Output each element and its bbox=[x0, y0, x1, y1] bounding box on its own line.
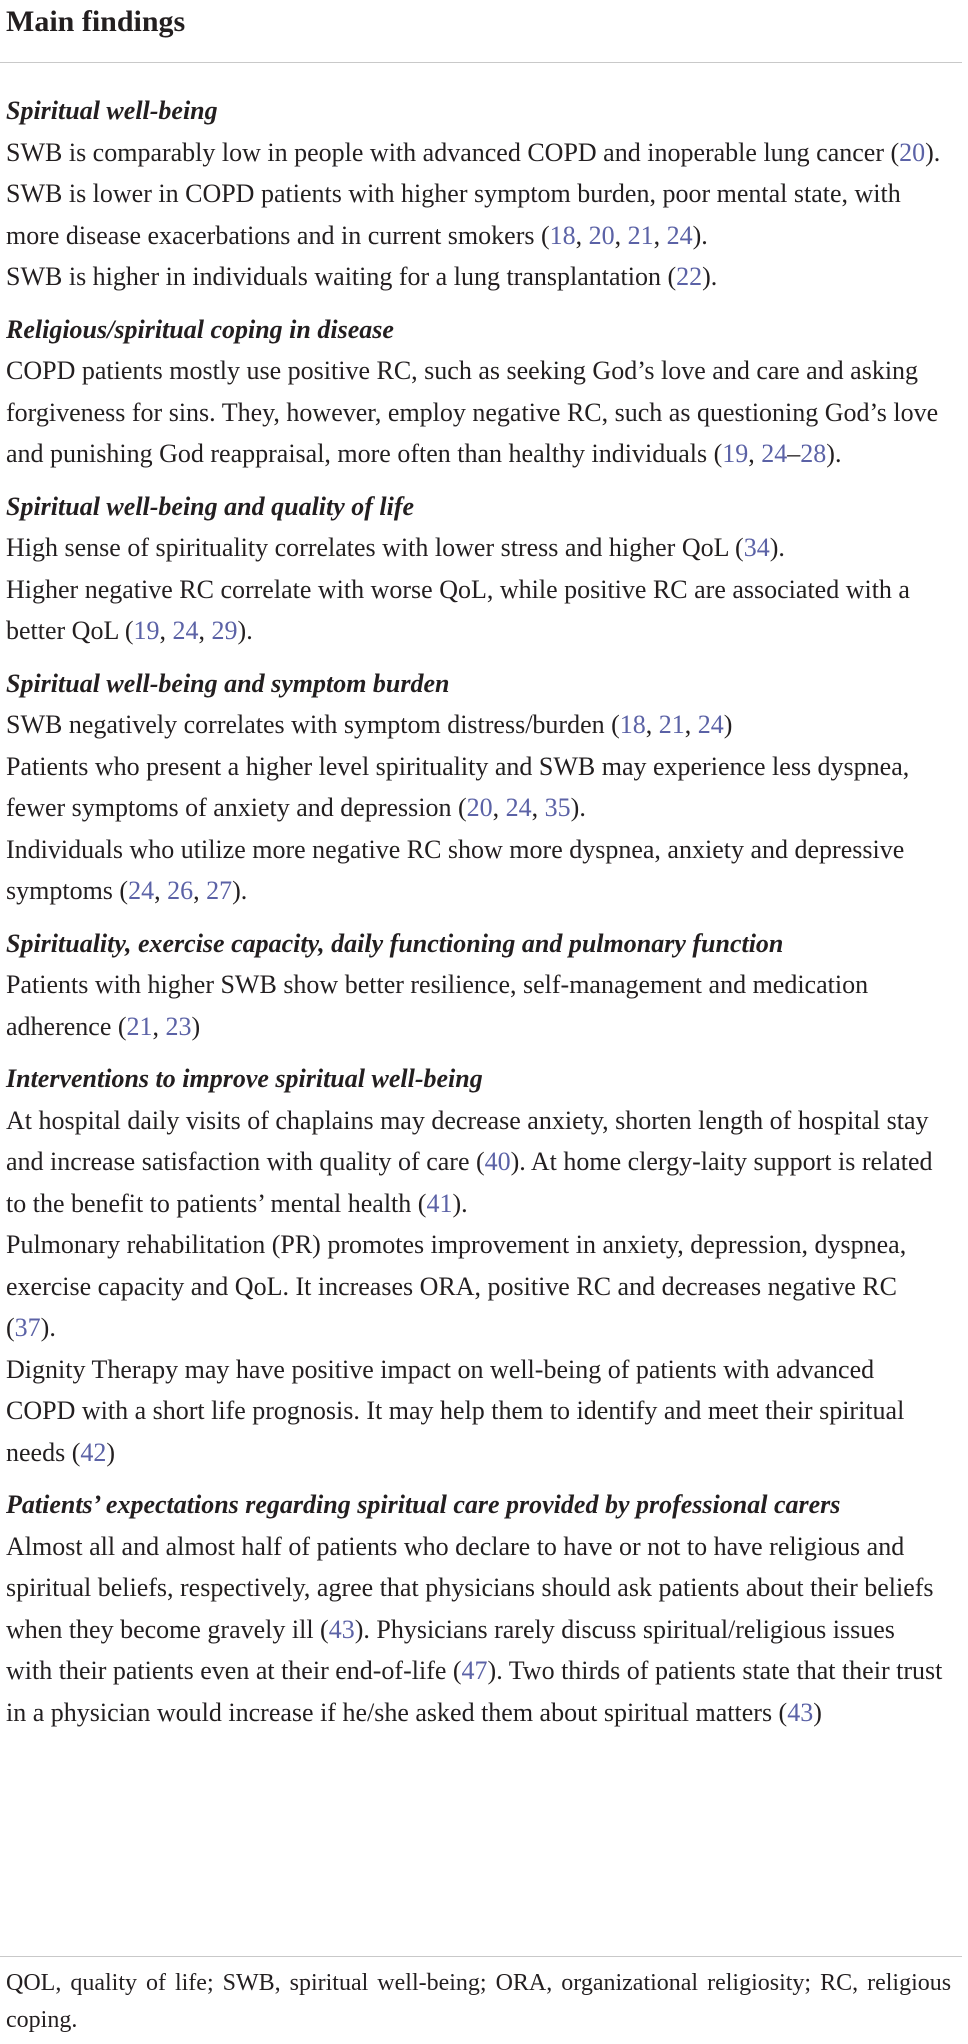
finding-item bbox=[6, 173, 946, 256]
finding-text: – bbox=[787, 439, 801, 468]
section-title: Spirituality, exercise capacity, daily functioning and pulmonary function bbox=[6, 928, 784, 958]
reference-link[interactable]: 19 bbox=[133, 616, 160, 645]
reference-link[interactable]: 18 bbox=[619, 710, 646, 739]
finding-text: ). bbox=[570, 793, 586, 822]
reference-link[interactable]: 18 bbox=[549, 220, 576, 250]
reference-link[interactable]: 20 bbox=[588, 220, 615, 250]
reference-link[interactable]: 20 bbox=[899, 137, 926, 167]
reference-link[interactable]: 41 bbox=[426, 1188, 453, 1218]
reference-link[interactable]: 24 bbox=[128, 876, 155, 905]
finding-text: ). At home clergy-laity support is related to the benefit to patients’ mental health ( bbox=[6, 1147, 933, 1218]
reference-link[interactable]: 43 bbox=[787, 1697, 814, 1727]
reference-link[interactable]: 27 bbox=[206, 876, 233, 905]
finding-text: ). bbox=[692, 220, 708, 250]
finding-text: ) bbox=[191, 1011, 201, 1041]
reference-link[interactable]: 24 bbox=[666, 220, 693, 250]
section-title: Patients’ expectations regarding spiritual care provided by professional carers bbox=[6, 1490, 841, 1519]
section-title: Spiritual well-being bbox=[6, 96, 218, 125]
finding-item bbox=[6, 746, 946, 829]
findings-section bbox=[6, 1484, 946, 1733]
finding-text: ). bbox=[232, 876, 248, 905]
findings-section bbox=[6, 486, 946, 652]
reference-link[interactable]: 24 bbox=[761, 439, 788, 468]
finding-text: ). bbox=[925, 137, 941, 167]
reference-link[interactable]: 29 bbox=[211, 616, 238, 645]
reference-link[interactable]: 37 bbox=[14, 1313, 41, 1342]
finding-text: , bbox=[193, 876, 207, 905]
finding-text: COPD patients mostly use positive RC, such as seeking God’s love and care and asking forgiveness for sins. They, however, employ negative RC, such as questioning God’s love and punishing God reappraisal, more often than healthy individuals ( bbox=[6, 356, 939, 468]
finding-text: At hospital daily visits of chaplains may decrease anxiety, shorten length of hospital stay and increase satisfaction with quality of care ( bbox=[6, 1105, 929, 1176]
finding-text: , bbox=[152, 1011, 166, 1041]
section-title: Spiritual well-being and symptom burden bbox=[6, 668, 450, 698]
finding-item bbox=[6, 569, 946, 652]
finding-text: SWB is lower in COPD patients with higher symptom burden, poor mental state, with more disease exacerbations and in current smokers ( bbox=[6, 179, 901, 250]
finding-text: ). bbox=[769, 533, 785, 562]
finding-text: ). Physicians rarely discuss spiritual/religious issues with their patients even at their end-of-life ( bbox=[6, 1614, 895, 1685]
finding-item bbox=[6, 1526, 946, 1734]
finding-text: , bbox=[645, 710, 659, 739]
finding-text: , bbox=[748, 439, 762, 468]
reference-link[interactable]: 24 bbox=[172, 616, 199, 645]
finding-text: , bbox=[492, 793, 506, 822]
reference-link[interactable]: 35 bbox=[544, 793, 571, 822]
reference-link[interactable]: 26 bbox=[167, 876, 194, 905]
finding-text: Pulmonary rehabilitation (PR) promotes improvement in anxiety, depression, dyspnea, exercise capacity and QoL. It increases ORA, positive RC and decreases negative RC ( bbox=[6, 1230, 907, 1342]
finding-item bbox=[6, 1224, 946, 1349]
section-title: Spiritual well-being and quality of life bbox=[6, 491, 415, 521]
section-title: Interventions to improve spiritual well-being bbox=[6, 1064, 483, 1093]
reference-link[interactable]: 22 bbox=[676, 262, 703, 291]
reference-link[interactable]: 21 bbox=[126, 1011, 153, 1041]
reference-link[interactable]: 47 bbox=[461, 1656, 488, 1685]
table-heading: Main findings bbox=[6, 5, 186, 38]
finding-text: Patients who present a higher level spirituality and SWB may experience less dyspnea, fewer symptoms of anxiety and depression ( bbox=[6, 751, 910, 822]
findings-section bbox=[6, 1058, 946, 1473]
finding-item bbox=[6, 964, 946, 1047]
finding-item bbox=[6, 1349, 946, 1474]
finding-text: ). bbox=[237, 616, 253, 645]
finding-text: SWB is comparably low in people with advanced COPD and inoperable lung cancer ( bbox=[6, 137, 900, 167]
finding-item bbox=[6, 1100, 946, 1225]
reference-link[interactable]: 42 bbox=[80, 1437, 107, 1467]
footer-divider bbox=[0, 1956, 962, 1957]
reference-link[interactable]: 24 bbox=[697, 710, 724, 739]
finding-text: Patients with higher SWB show better resilience, self-management and medication adherence ( bbox=[6, 970, 869, 1041]
finding-text: ). bbox=[452, 1188, 468, 1218]
finding-item bbox=[6, 829, 946, 912]
finding-text: , bbox=[531, 793, 545, 822]
reference-link[interactable]: 43 bbox=[328, 1614, 355, 1644]
reference-link[interactable]: 21 bbox=[627, 220, 654, 250]
finding-text: , bbox=[159, 616, 173, 645]
finding-text: , bbox=[198, 616, 212, 645]
finding-text: SWB negatively correlates with symptom distress/burden ( bbox=[6, 710, 620, 739]
finding-text: SWB is higher in individuals waiting for a lung transplantation ( bbox=[6, 262, 677, 291]
finding-text: ). bbox=[826, 439, 842, 468]
finding-text: Almost all and almost half of patients who declare to have or not to have religious and spiritual beliefs, respectively, agree that physicians should ask patients about their beliefs when they become gravely ill ( bbox=[6, 1531, 934, 1644]
finding-text: , bbox=[154, 876, 168, 905]
findings-section bbox=[6, 663, 946, 912]
findings-section bbox=[6, 309, 946, 475]
finding-text: ) bbox=[723, 710, 733, 739]
section-title: Religious/spiritual coping in disease bbox=[6, 314, 394, 344]
header-divider bbox=[0, 62, 962, 63]
finding-item bbox=[6, 256, 946, 298]
reference-link[interactable]: 40 bbox=[484, 1147, 511, 1176]
findings-body bbox=[6, 90, 946, 1744]
findings-section bbox=[6, 90, 946, 298]
finding-text: ). Two thirds of patients state that their trust in a physician would increase if he/she asked them about spiritual matters ( bbox=[6, 1656, 943, 1727]
finding-text: ) bbox=[106, 1437, 116, 1467]
reference-link[interactable]: 28 bbox=[800, 439, 827, 468]
finding-text: ). bbox=[702, 262, 718, 291]
finding-item bbox=[6, 350, 946, 475]
reference-link[interactable]: 20 bbox=[466, 793, 493, 822]
finding-item bbox=[6, 527, 946, 569]
finding-text: ). bbox=[40, 1313, 56, 1342]
reference-link[interactable]: 34 bbox=[743, 533, 770, 562]
finding-text: , bbox=[684, 710, 698, 739]
reference-link[interactable]: 21 bbox=[658, 710, 685, 739]
finding-text: Higher negative RC correlate with worse QoL, while positive RC are associated with a better QoL ( bbox=[6, 574, 910, 645]
finding-text: Individuals who utilize more negative RC show more dyspnea, anxiety and depressive symptoms ( bbox=[6, 834, 905, 905]
finding-item bbox=[6, 704, 946, 746]
finding-text: , bbox=[614, 220, 628, 250]
reference-link[interactable]: 23 bbox=[165, 1011, 192, 1041]
table-footnote: QOL, quality of life; SWB, spiritual well-being; ORA, organizational religiosity; RC, religious coping. bbox=[6, 1970, 952, 2033]
findings-section bbox=[6, 923, 946, 1048]
finding-text: , bbox=[575, 220, 589, 250]
reference-link[interactable]: 24 bbox=[505, 793, 532, 822]
finding-text: , bbox=[653, 220, 667, 250]
finding-text: Dignity Therapy may have positive impact on well-being of patients with advanced COPD with a short life prognosis. It may help them to identify and meet their spiritual needs ( bbox=[6, 1354, 905, 1467]
reference-link[interactable]: 19 bbox=[722, 439, 749, 468]
finding-text: High sense of spirituality correlates with lower stress and higher QoL ( bbox=[6, 533, 744, 562]
finding-text: ) bbox=[813, 1697, 822, 1727]
finding-item bbox=[6, 132, 946, 174]
